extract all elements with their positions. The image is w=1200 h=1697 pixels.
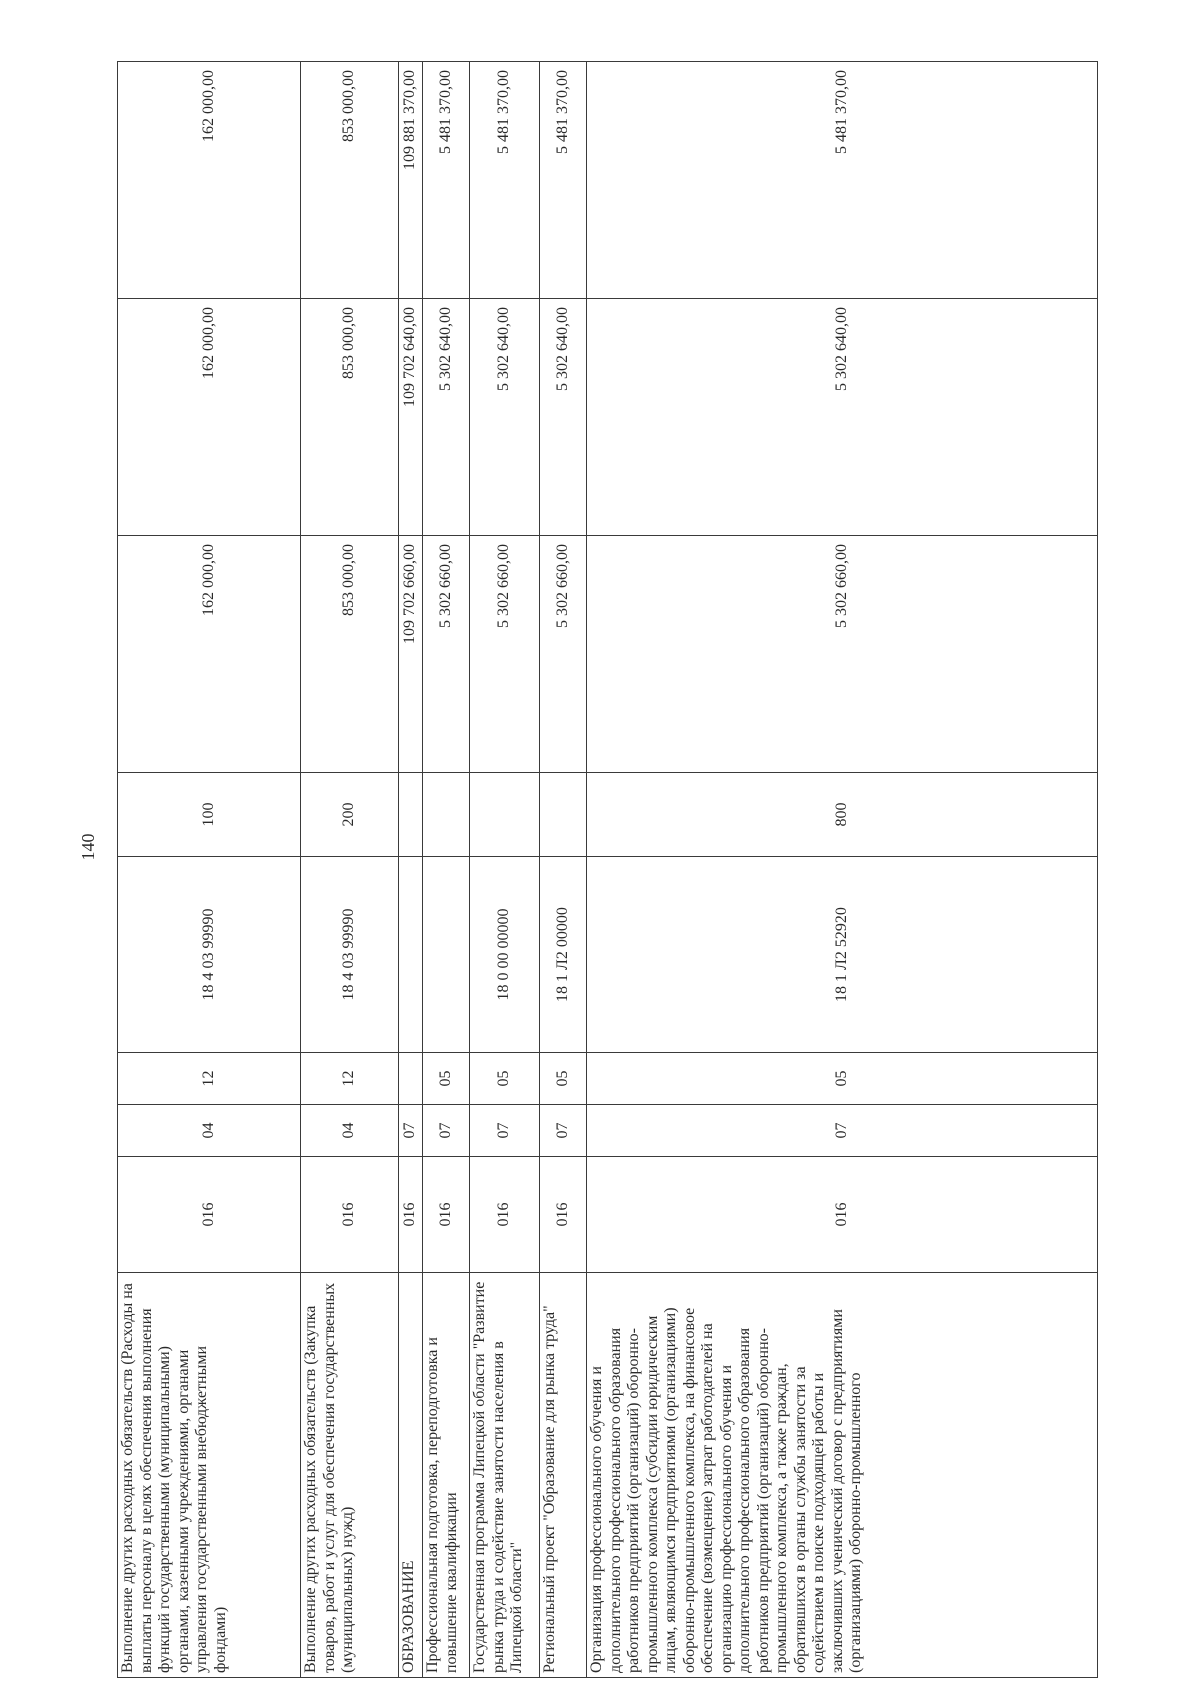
grbs-code: 016 xyxy=(423,1157,470,1273)
expense-type-code: 200 xyxy=(301,773,399,857)
subsection-code: 12 xyxy=(118,1053,301,1105)
subsection-code: 05 xyxy=(423,1053,470,1105)
page-number: 140 xyxy=(78,833,98,861)
amount-year-1: 5 302 660,00 xyxy=(540,536,587,773)
expense-type-code xyxy=(423,773,470,857)
expense-type-code: 100 xyxy=(118,773,301,857)
table-row xyxy=(587,62,1098,1678)
subsection-code: 05 xyxy=(470,1053,540,1105)
budget-table-container xyxy=(117,62,1097,1678)
amount-year-3: 109 881 370,00 xyxy=(399,62,423,299)
section-code: 07 xyxy=(423,1105,470,1157)
grbs-code: 016 xyxy=(301,1157,399,1273)
amount-year-3: 5 481 370,00 xyxy=(470,62,540,299)
target-article-code: 18 1 Л2 52920 xyxy=(587,857,1098,1053)
row-name: Выполнение других расходных обязательств (Расходы на выплаты персоналу в целях обеспечения выполнения функций государственными (муниципальными) органами, казенными учреждениями, органами управления государственными внебюджетными фондами) xyxy=(118,1273,301,1678)
amount-year-3: 162 000,00 xyxy=(118,62,301,299)
row-name: Региональный проект "Образование для рынка труда" xyxy=(540,1273,587,1678)
table-row xyxy=(399,62,423,1678)
row-name: Государственная программа Липецкой области "Развитие рынка труда и содействие занятости населения в Липецкой области" xyxy=(470,1273,540,1678)
target-article-code: 18 4 03 99990 xyxy=(301,857,399,1053)
amount-year-2: 109 702 640,00 xyxy=(399,299,423,536)
expense-type-code xyxy=(399,773,423,857)
amount-year-2: 5 302 640,00 xyxy=(423,299,470,536)
amount-year-1: 5 302 660,00 xyxy=(587,536,1098,773)
amount-year-1: 162 000,00 xyxy=(118,536,301,773)
target-article-code xyxy=(423,857,470,1053)
row-name: Профессиональная подготовка, переподготовка и повышение квалификации xyxy=(423,1273,470,1678)
target-article-code: 18 1 Л2 00000 xyxy=(540,857,587,1053)
subsection-code: 12 xyxy=(301,1053,399,1105)
section-code: 07 xyxy=(587,1105,1098,1157)
grbs-code: 016 xyxy=(540,1157,587,1273)
section-code: 07 xyxy=(540,1105,587,1157)
amount-year-2: 5 302 640,00 xyxy=(470,299,540,536)
subsection-code xyxy=(399,1053,423,1105)
rotated-table-frame xyxy=(117,62,1097,1678)
grbs-code: 016 xyxy=(587,1157,1098,1273)
amount-year-2: 853 000,00 xyxy=(301,299,399,536)
section-code: 04 xyxy=(118,1105,301,1157)
amount-year-2: 162 000,00 xyxy=(118,299,301,536)
table-row xyxy=(540,62,587,1678)
amount-year-1: 5 302 660,00 xyxy=(470,536,540,773)
amount-year-1: 5 302 660,00 xyxy=(423,536,470,773)
table-row xyxy=(423,62,470,1678)
target-article-code: 18 4 03 99990 xyxy=(118,857,301,1053)
section-code: 07 xyxy=(470,1105,540,1157)
amount-year-3: 5 481 370,00 xyxy=(423,62,470,299)
row-name: Организация профессионального обучения и дополнительного профессионального образования работников предприятий (организаций) оборонно-промышленного комплекса (субсидии юридическим лицам, являющимся предприятиями (организациями) оборонно-промышленного комплекса, на финансовое обеспечение (возмещение) затрат работодателей на организацию профессионального обучения и дополнительного профессионального образования работников предприятий (организаций) оборонно-промышленного комплекса, а также граждан, обратившихся в органы службы занятости за содействием в поиске подходящей работы и заключивших ученический договор с предприятиями (организациями) оборонно-промышленного xyxy=(587,1273,1098,1678)
section-code: 04 xyxy=(301,1105,399,1157)
target-article-code xyxy=(399,857,423,1053)
subsection-code: 05 xyxy=(540,1053,587,1105)
row-name: ОБРАЗОВАНИЕ xyxy=(399,1273,423,1678)
table-row xyxy=(118,62,301,1678)
expense-type-code xyxy=(540,773,587,857)
grbs-code: 016 xyxy=(470,1157,540,1273)
table-row xyxy=(470,62,540,1678)
amount-year-1: 853 000,00 xyxy=(301,536,399,773)
subsection-code: 05 xyxy=(587,1053,1098,1105)
grbs-code: 016 xyxy=(118,1157,301,1273)
amount-year-3: 5 481 370,00 xyxy=(587,62,1098,299)
target-article-code: 18 0 00 00000 xyxy=(470,857,540,1053)
amount-year-3: 5 481 370,00 xyxy=(540,62,587,299)
row-name: Выполнение других расходных обязательств (Закупка товаров, работ и услуг для обеспечения государственных (муниципальных) нужд) xyxy=(301,1273,399,1678)
amount-year-3: 853 000,00 xyxy=(301,62,399,299)
section-code: 07 xyxy=(399,1105,423,1157)
budget-table xyxy=(117,61,1098,1678)
expense-type-code: 800 xyxy=(587,773,1098,857)
table-row xyxy=(301,62,399,1678)
amount-year-2: 5 302 640,00 xyxy=(587,299,1098,536)
grbs-code: 016 xyxy=(399,1157,423,1273)
expense-type-code xyxy=(470,773,540,857)
amount-year-1: 109 702 660,00 xyxy=(399,536,423,773)
amount-year-2: 5 302 640,00 xyxy=(540,299,587,536)
